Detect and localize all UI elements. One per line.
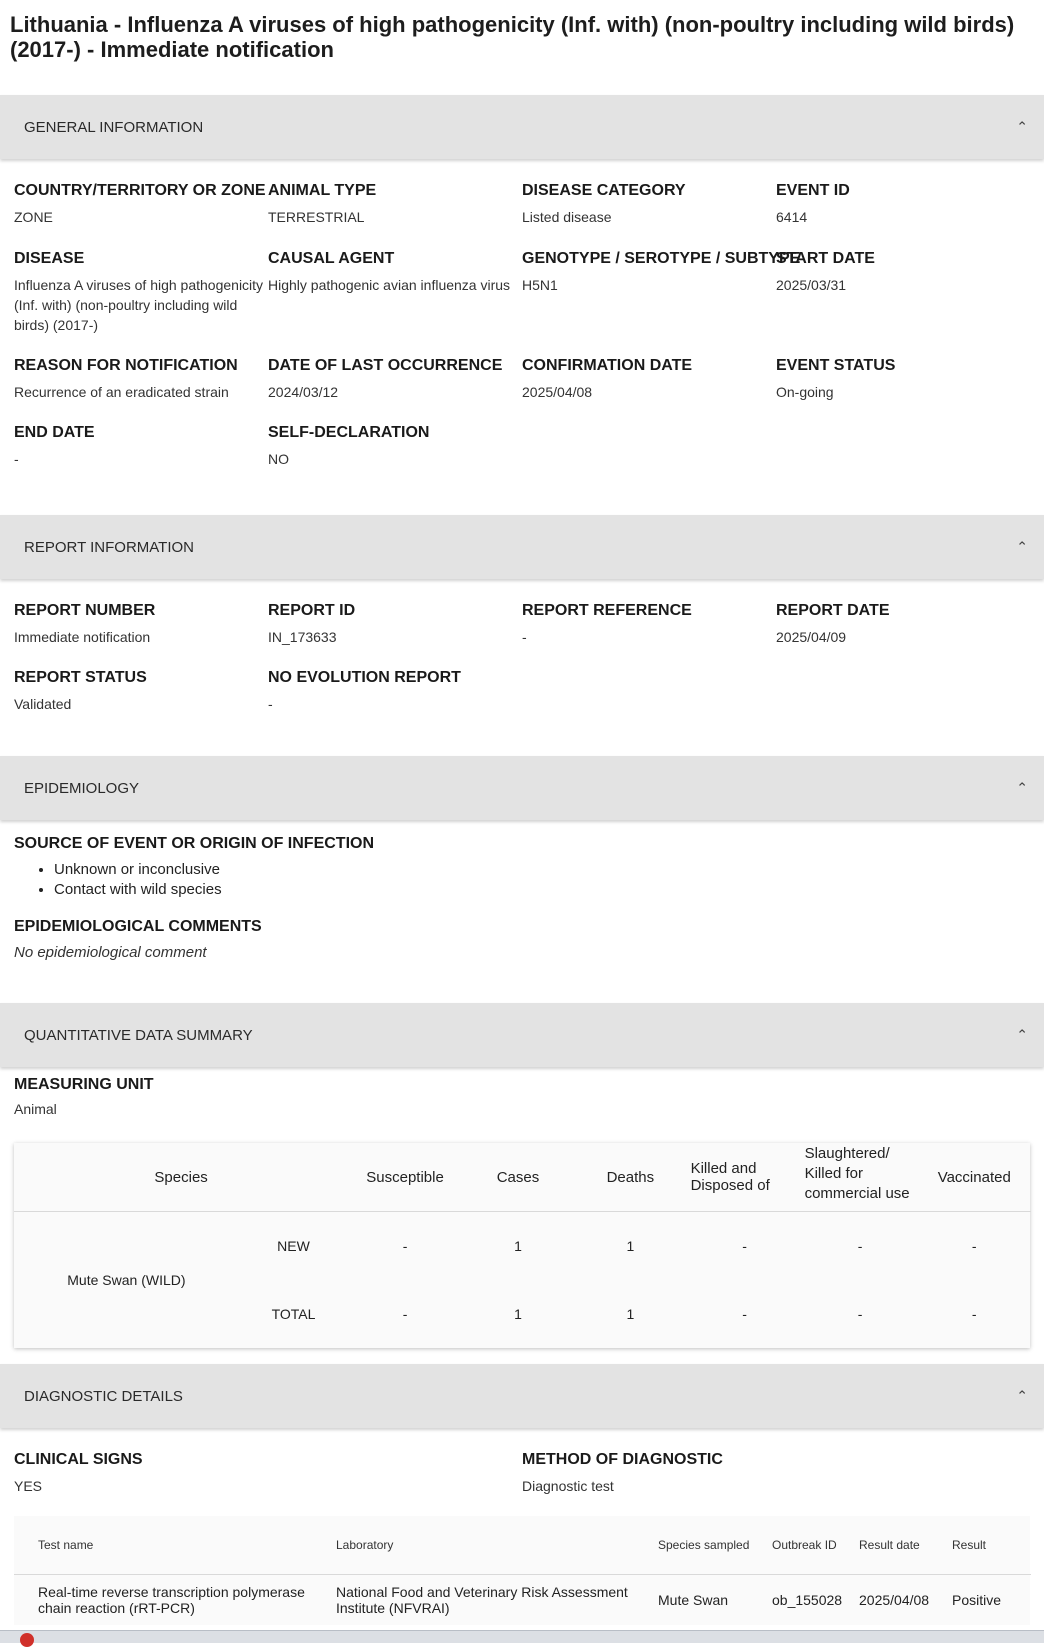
diagnostic-details-heading: DIAGNOSTIC DETAILS — [24, 1387, 183, 1405]
cell-susceptible: - — [402, 1306, 408, 1322]
row-type: NEW — [277, 1238, 310, 1254]
general-information-body — [0, 159, 1044, 503]
field-start-date: START DATE 2025/03/31 — [776, 250, 875, 293]
col-species-sampled: Species sampled — [657, 1516, 771, 1575]
list-item: • Unknown or inconclusive — [54, 860, 1030, 880]
cell-vaccinated: - — [971, 1306, 977, 1322]
field-country-zone: COUNTRY/TERRITORY OR ZONE ZONE — [14, 182, 266, 225]
col-slaughtered: Slaughtered/ Killed for commercial use — [803, 1143, 918, 1212]
field-genotype: GENOTYPE / SEROTYPE / SUBTYPE H5N1 — [522, 250, 801, 293]
general-information-header[interactable] — [0, 95, 1044, 159]
cell-result: Positive — [952, 1592, 1002, 1608]
col-species: Species — [14, 1143, 348, 1212]
field-self-declaration: SELF-DECLARATION NO — [268, 424, 430, 467]
diagnostic-details-header[interactable] — [0, 1364, 1044, 1428]
chevron-up-icon[interactable]: ⌃ — [1016, 779, 1028, 796]
chevron-up-icon[interactable]: ⌃ — [1016, 1387, 1028, 1404]
cell-test-name: Real-time reverse transcription polymerase chain reaction (rRT-PCR) — [38, 1584, 305, 1616]
field-report-status: REPORT STATUS Validated — [14, 669, 147, 712]
diagnostic-table — [14, 1516, 1031, 1625]
field-report-date: REPORT DATE 2025/04/09 — [776, 602, 890, 645]
cell-cases: 1 — [514, 1306, 522, 1322]
epidemiology-header[interactable] — [0, 756, 1044, 820]
chevron-up-icon[interactable]: ⌃ — [1016, 538, 1028, 555]
diagnostic-table-card — [14, 1516, 1030, 1625]
field-clinical-signs: CLINICAL SIGNS YES — [14, 1451, 143, 1494]
col-susceptible: Susceptible — [348, 1143, 462, 1212]
col-result: Result — [951, 1516, 1031, 1575]
cell-vaccinated: - — [971, 1238, 977, 1254]
field-reason-notification: REASON FOR NOTIFICATION Recurrence of an eradicated strain — [14, 357, 238, 400]
quantitative-table-card — [14, 1143, 1030, 1348]
col-killed-disposed: Killed and Disposed of — [687, 1143, 803, 1212]
report-information-heading: REPORT INFORMATION — [24, 538, 195, 556]
field-method-diagnostic: METHOD OF DIAGNOSTIC Diagnostic test — [522, 1451, 723, 1494]
list-item: • Contact with wild species — [54, 880, 1030, 900]
species-cell: Mute Swan (WILD) — [67, 1272, 186, 1288]
quantitative-summary-header[interactable] — [0, 1003, 1044, 1067]
field-source-of-event: SOURCE OF EVENT OR ORIGIN OF INFECTION • Unknown or inconclusive • Contact with wild species — [14, 834, 1030, 900]
row-type: TOTAL — [271, 1306, 316, 1322]
cell-result-date: 2025/04/08 — [859, 1592, 930, 1608]
col-result-date: Result date — [858, 1516, 951, 1575]
field-no-evolution-report: NO EVOLUTION REPORT - — [268, 669, 461, 712]
col-outbreak-id: Outbreak ID — [771, 1516, 858, 1575]
quantitative-table — [14, 1143, 1031, 1348]
cell-deaths: 1 — [626, 1238, 635, 1254]
general-information-heading: GENERAL INFORMATION — [24, 118, 204, 136]
cell-species: Mute Swan — [658, 1592, 729, 1608]
field-confirmation-date: CONFIRMATION DATE 2025/04/08 — [522, 357, 693, 400]
chevron-up-icon[interactable]: ⌃ — [1016, 1026, 1028, 1043]
diagnostic-details-body — [0, 1428, 1044, 1516]
cell-outbreak-id: ob_155028 — [772, 1592, 843, 1608]
cell-susceptible: - — [402, 1238, 408, 1254]
field-event-id: EVENT ID 6414 — [776, 182, 850, 225]
cell-slaughtered: - — [857, 1238, 863, 1254]
quantitative-summary-body — [0, 1067, 1044, 1131]
field-disease-category: DISEASE CATEGORY Listed disease — [522, 182, 686, 225]
field-report-reference: REPORT REFERENCE - — [522, 602, 692, 645]
col-laboratory: Laboratory — [335, 1516, 657, 1575]
cell-killed: - — [742, 1238, 747, 1254]
field-animal-type: ANIMAL TYPE TERRESTRIAL — [268, 182, 377, 225]
cell-killed: - — [742, 1306, 747, 1322]
table-row — [14, 1212, 1031, 1281]
epidemiology-heading: EPIDEMIOLOGY — [24, 779, 140, 797]
cell-deaths: 1 — [626, 1306, 635, 1322]
notification-icon[interactable] — [20, 1633, 34, 1647]
page-title: Lithuania - Influenza A viruses of high pathogenicity (Inf. with) (non-poultry including wild birds) (2017-) - Immediate notification — [10, 12, 1015, 62]
field-epidemiological-comments: EPIDEMIOLOGICAL COMMENTS No epidemiological comment — [14, 918, 262, 961]
cell-laboratory: National Food and Veterinary Risk Assessment Institute (NFVRAI) — [336, 1584, 628, 1616]
cell-cases: 1 — [514, 1238, 522, 1254]
chevron-up-icon[interactable]: ⌃ — [1016, 118, 1028, 135]
table-row — [14, 1575, 1031, 1626]
field-report-id: REPORT ID IN_173633 — [268, 602, 356, 645]
field-disease: DISEASE Influenza A viruses of high pathogenicity (Inf. with) (non-poultry including wild birds) (2017-) — [14, 250, 264, 333]
epidemiology-body — [0, 820, 1044, 1003]
field-end-date: END DATE - — [14, 424, 95, 467]
col-deaths: Deaths — [574, 1143, 686, 1212]
report-information-body — [0, 579, 1044, 756]
field-causal-agent: CAUSAL AGENT Highly pathogenic avian influenza virus — [268, 250, 511, 293]
col-cases: Cases — [462, 1143, 574, 1212]
cell-slaughtered: - — [857, 1306, 863, 1322]
browser-bottom-bar — [0, 1630, 1044, 1643]
field-date-last-occurrence: DATE OF LAST OCCURRENCE 2024/03/12 — [268, 357, 503, 400]
col-vaccinated: Vaccinated — [918, 1143, 1032, 1212]
field-event-status: EVENT STATUS On-going — [776, 357, 896, 400]
quantitative-summary-heading: QUANTITATIVE DATA SUMMARY — [24, 1026, 253, 1044]
col-test-name: Test name — [14, 1516, 335, 1575]
field-measuring-unit: MEASURING UNIT Animal — [14, 1076, 154, 1117]
report-information-header[interactable] — [0, 515, 1044, 579]
field-report-number: REPORT NUMBER Immediate notification — [14, 602, 156, 645]
